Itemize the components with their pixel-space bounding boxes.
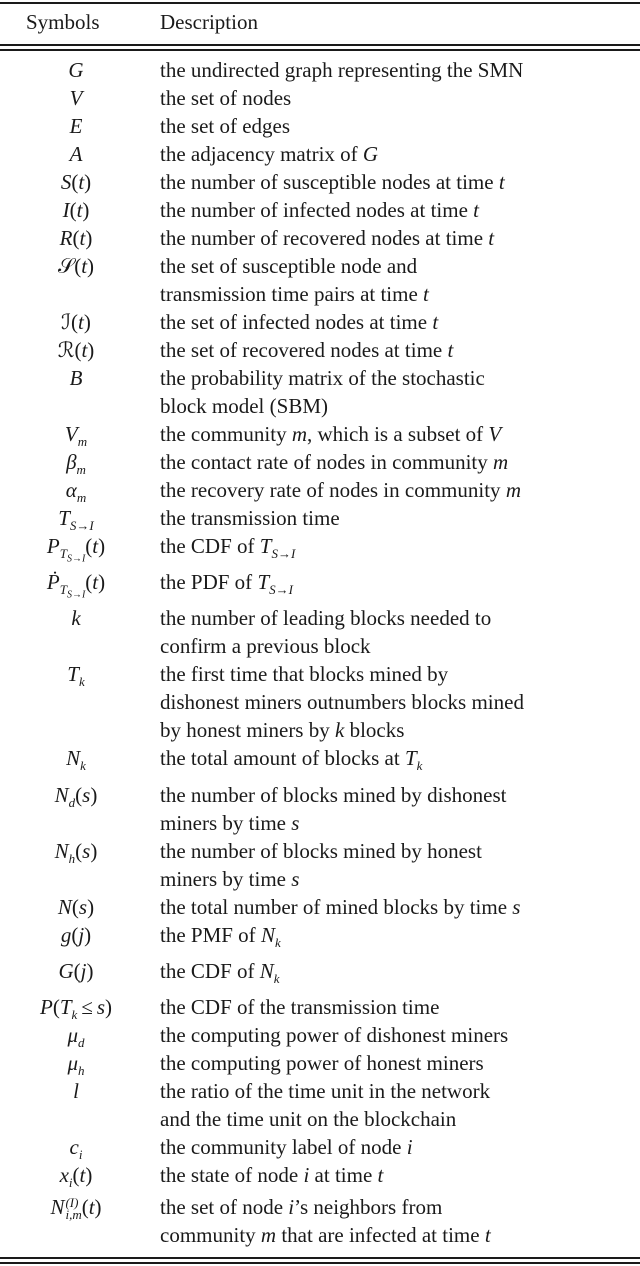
desc-math: t (488, 226, 495, 250)
symbol-cell (0, 781, 152, 817)
description-cell: the CDF of the transmission time (160, 994, 440, 1019)
desc-text: at time (309, 1162, 378, 1187)
desc-text: miners by time (160, 866, 292, 891)
desc-math: T (259, 534, 272, 558)
table-row (0, 420, 640, 448)
desc-text: that are infected at time (276, 1222, 485, 1247)
description-cell (160, 1133, 630, 1161)
symbol-cell (0, 921, 152, 949)
description-cell (160, 336, 630, 364)
description-cell (160, 140, 630, 168)
table-row (0, 837, 640, 893)
paren: ( (75, 838, 83, 863)
desc-math: i (406, 1134, 413, 1159)
symbol-text: P (39, 994, 53, 1019)
desc-math: t (432, 310, 439, 334)
desc-text: the community label of node (160, 1134, 407, 1159)
desc-math: N (260, 922, 275, 947)
desc-text: block model (SBM) (160, 394, 328, 418)
symbol-text: μ (67, 1022, 79, 1047)
symbol-text: T (58, 506, 70, 530)
paren: ( (72, 226, 80, 250)
description-cell (160, 921, 630, 957)
symbol-cell (0, 660, 152, 696)
symbol-arg: t (76, 198, 83, 222)
symbol-cell (0, 604, 152, 632)
desc-math: t (473, 198, 479, 222)
symbol-text: S (60, 170, 72, 194)
symbol-subscript: m (76, 490, 87, 506)
paren: ) (86, 958, 94, 983)
sub-sub-text: S→I (66, 553, 86, 565)
table-row (0, 56, 640, 84)
description-cell (160, 568, 630, 604)
symbol-arg: t (88, 1194, 95, 1219)
table-row (0, 957, 640, 993)
symbol-text: G (68, 58, 84, 82)
desc-math: i (288, 1194, 295, 1219)
table-row (0, 196, 640, 224)
symbol-subscript (59, 582, 86, 601)
paren: ) (87, 894, 95, 919)
paren: ( (71, 894, 79, 919)
symbol-arg: t (79, 1162, 86, 1187)
desc-text: the set of node (160, 1194, 289, 1219)
symbol-subscript: h (68, 850, 76, 866)
desc-text: ’s neighbors from (294, 1194, 443, 1219)
description-cell (160, 604, 630, 660)
symbol-arg: t (78, 170, 85, 194)
desc-text: the number of recovered nodes at time (160, 226, 489, 250)
desc-math: t (498, 170, 505, 194)
symbol-text: ℐ (61, 310, 72, 334)
description-cell (160, 476, 630, 504)
desc-text: the CDF of (160, 534, 260, 558)
desc-math: m (493, 450, 509, 474)
symbol-text: G (58, 958, 74, 983)
paren: ) (82, 198, 90, 222)
description-cell: the undirected graph representing the SMN (160, 58, 524, 82)
desc-text: community (160, 1222, 261, 1247)
symbol-subscript: m (76, 462, 86, 478)
desc-text: transmission time pairs at time (160, 282, 424, 306)
symbol-cell (0, 744, 152, 780)
table-row (0, 1021, 640, 1049)
paren: ( (71, 922, 79, 947)
desc-text: the number of infected nodes at time (160, 198, 474, 222)
description-cell (160, 364, 630, 420)
table-row (0, 993, 640, 1021)
table-row (0, 224, 640, 252)
description-cell (160, 252, 630, 308)
desc-math: t (423, 282, 429, 306)
description-cell (160, 957, 630, 993)
desc-text: the number of leading blocks needed to (160, 606, 492, 631)
paren: ( (52, 994, 60, 1019)
desc-text: the set of infected nodes at time (160, 310, 433, 334)
symbols-table-body (0, 56, 640, 1249)
table-row (0, 1161, 640, 1189)
symbol-arg: s (82, 782, 91, 807)
table-row (0, 1049, 640, 1077)
paren: ) (85, 1162, 93, 1187)
description-cell (160, 893, 630, 921)
paren: ) (85, 226, 93, 250)
desc-text: the state of node (160, 1162, 304, 1187)
sub-text: T (59, 546, 67, 562)
desc-math-sub: S→I (271, 546, 296, 562)
desc-math-sub: S→I (269, 582, 293, 598)
desc-text: the CDF of (160, 958, 260, 983)
desc-text: the adjacency matrix of (160, 142, 363, 166)
paren: ( (74, 338, 82, 362)
symbol-text: l (73, 1078, 79, 1103)
description-cell: the transmission time (160, 506, 340, 530)
paren: ) (98, 570, 106, 595)
paren: ( (69, 198, 77, 222)
symbol-text: T (67, 662, 79, 687)
symbol-text: B (69, 366, 83, 390)
symbol-text: N (57, 894, 72, 919)
description-cell: the set of edges (160, 114, 291, 138)
symbol-cell (0, 140, 152, 168)
symbol-arg: t (81, 338, 88, 362)
paren: ( (72, 1162, 80, 1187)
desc-text: the first time that blocks mined by (160, 662, 449, 687)
paren: ) (87, 338, 95, 362)
symbol-text: A (69, 142, 83, 166)
table-row (0, 532, 640, 568)
table-row (0, 84, 640, 112)
symbol-subscript: i (68, 1175, 73, 1191)
symbol-cell (0, 837, 152, 873)
desc-text: blocks (344, 718, 405, 743)
symbol-text: 𝒮 (57, 254, 75, 278)
symbol-cell (0, 196, 152, 224)
symbol-text: x (59, 1162, 69, 1187)
symbol-subscript: k (80, 758, 86, 774)
description-cell (160, 1077, 630, 1133)
sub-sub-text: S→I (66, 589, 86, 601)
description-cell (160, 837, 630, 893)
desc-math: s (512, 894, 521, 919)
desc-math-sub: k (273, 970, 280, 986)
table-row (0, 308, 640, 336)
symbol-text: k (71, 606, 81, 631)
desc-math: t (377, 1162, 384, 1187)
desc-text: the probability matrix of the stochastic (160, 366, 485, 390)
symbol-arg: t (78, 310, 84, 334)
table-row (0, 168, 640, 196)
description-cell (160, 308, 630, 336)
symbol-text: R (59, 226, 73, 250)
desc-text: the PDF of (160, 570, 258, 595)
symbol-arg: s (78, 894, 88, 919)
desc-text: miners by time (160, 810, 292, 835)
description-cell (160, 168, 630, 196)
bottom-rule-upper (0, 1257, 640, 1259)
desc-text: the recovery rate of nodes in community (160, 478, 506, 502)
desc-text: confirm a previous block (160, 634, 371, 659)
symbol-cell (0, 84, 152, 112)
desc-text: by honest miners by (160, 718, 335, 743)
desc-text: the ratio of the time unit in the network (160, 1078, 491, 1103)
desc-text: dishonest miners outnumbers blocks mined (160, 690, 524, 715)
description-cell (160, 420, 630, 448)
symbol-text: c (69, 1134, 79, 1159)
column-header-description: Description (160, 10, 258, 34)
symbol-arg: t (92, 534, 99, 558)
table-row (0, 921, 640, 957)
symbol-subscript: i,m (65, 1207, 82, 1223)
desc-math: m (260, 1222, 277, 1247)
desc-text: the total amount of blocks at (160, 746, 405, 771)
symbol-text: P (46, 534, 60, 558)
symbol-text: Ṗ (46, 570, 60, 595)
symbol-text: V (69, 86, 83, 110)
symbol-arg: t (79, 226, 86, 250)
paren: ( (85, 570, 93, 595)
symbol-cell (0, 1193, 152, 1221)
desc-math: s (291, 866, 300, 891)
symbol-cell (0, 364, 152, 392)
symbol-subscript: k (78, 674, 85, 690)
header-rule-lower (0, 49, 640, 51)
symbol-arg: t (92, 570, 99, 595)
table-row (0, 448, 640, 476)
sub-text: T (59, 582, 67, 598)
table-row (0, 660, 640, 744)
desc-text: the set of recovered nodes at time (160, 338, 448, 362)
table-row (0, 744, 640, 780)
desc-math: t (447, 338, 454, 362)
symbol-subscript (59, 546, 86, 565)
desc-text: the number of susceptible nodes at time (160, 170, 499, 194)
desc-math-sub: k (416, 758, 423, 774)
table-header (0, 6, 640, 40)
symbol-text: g (60, 922, 72, 947)
desc-text: the contact rate of nodes in community (160, 450, 493, 474)
symbol-cell (0, 893, 152, 921)
description-cell (160, 448, 630, 476)
symbol-subscript: h (78, 1063, 85, 1079)
symbol-cell (0, 168, 152, 196)
paren: ( (71, 310, 79, 334)
symbol-superscript: (I) (65, 1195, 79, 1211)
table-row (0, 781, 640, 837)
top-rule (0, 2, 640, 4)
description-cell: the set of nodes (160, 86, 292, 110)
symbol-text: V (64, 422, 78, 446)
symbol-scripts (65, 1197, 81, 1221)
desc-math: t (484, 1222, 491, 1247)
symbol-cell (0, 308, 152, 336)
paren: ( (85, 534, 93, 558)
table-row (0, 604, 640, 660)
bottom-rule-lower (0, 1262, 640, 1264)
paren: ) (90, 782, 98, 807)
desc-text: the set of susceptible node and (160, 254, 418, 278)
symbol-arg: s (82, 838, 91, 863)
desc-math: s (291, 810, 300, 835)
paren: ( (73, 958, 81, 983)
paren: ) (105, 994, 112, 1019)
desc-math-sub: k (274, 934, 281, 950)
table-row (0, 140, 640, 168)
desc-math: i (303, 1162, 310, 1187)
symbol-arg: T (59, 994, 72, 1019)
symbol-cell (0, 1077, 152, 1105)
paren: ) (87, 254, 95, 278)
description-cell (160, 1161, 630, 1189)
paren: ) (90, 838, 98, 863)
desc-math: T (257, 570, 270, 595)
paren: ( (71, 170, 79, 194)
symbol-arg: j (78, 922, 85, 947)
symbol-arg: t (81, 254, 88, 278)
symbol-cell (0, 957, 152, 985)
symbol-arg: j (80, 958, 87, 983)
desc-math: m (291, 422, 307, 446)
paren: ( (74, 254, 82, 278)
description-cell: the computing power of honest miners (160, 1050, 484, 1075)
table-row (0, 476, 640, 504)
paren: ) (94, 1194, 102, 1219)
symbol-subscript: d (78, 1035, 85, 1051)
symbol-subscript: d (68, 794, 76, 810)
paren: ) (84, 170, 92, 194)
symbol-text: α (65, 478, 77, 502)
desc-math: V (488, 422, 502, 446)
description-cell (160, 224, 630, 252)
symbol-cell (0, 224, 152, 252)
symbol-text: N (54, 838, 69, 863)
desc-text: the total number of mined blocks by time (160, 894, 513, 919)
table-row (0, 504, 640, 532)
description-cell (160, 660, 630, 744)
symbol-subscript: S→I (69, 518, 94, 534)
table-row (0, 252, 640, 308)
desc-text: and the time unit on the blockchain (160, 1106, 457, 1131)
symbol-subscript: i (78, 1147, 83, 1163)
description-cell (160, 744, 630, 780)
description-cell: the computing power of dishonest miners (160, 1022, 509, 1047)
symbol-text: I (62, 198, 70, 222)
description-cell (160, 196, 630, 224)
column-header-symbols: Symbols (26, 10, 100, 34)
desc-math: T (404, 746, 417, 771)
table-row (0, 364, 640, 420)
symbol-cell (0, 56, 152, 84)
table-row (0, 336, 640, 364)
symbol-arg: s (96, 994, 105, 1019)
paren: ) (98, 534, 106, 558)
paren: ) (83, 310, 91, 334)
paren: ( (75, 782, 83, 807)
symbol-text: β (66, 450, 77, 474)
table-row (0, 893, 640, 921)
paren: ( (81, 1194, 89, 1219)
paren: ) (84, 922, 92, 947)
description-cell (160, 781, 630, 837)
desc-text: the number of blocks mined by honest (160, 838, 482, 863)
desc-text: , which is a subset of (307, 422, 489, 446)
symbol-text: μ (67, 1050, 79, 1075)
description-cell (160, 1193, 630, 1249)
table-row (0, 1077, 640, 1133)
table-row (0, 112, 640, 140)
table-row (0, 1133, 640, 1161)
symbol-cell (0, 252, 152, 280)
desc-math: m (505, 478, 521, 502)
symbol-text: N (66, 746, 81, 771)
symbol-cell (0, 112, 152, 140)
symbol-cell (0, 336, 152, 364)
desc-text: the number of blocks mined by dishonest (160, 782, 507, 807)
symbol-text: E (69, 114, 83, 138)
desc-math: N (259, 958, 274, 983)
table-row (0, 568, 640, 604)
symbol-subscript: m (77, 434, 88, 450)
description-cell (160, 532, 630, 568)
symbol-text: ℛ (57, 338, 75, 362)
header-rule-upper (0, 44, 640, 46)
desc-math: G (362, 142, 379, 166)
symbol-text: N (50, 1194, 65, 1219)
table-row (0, 1189, 640, 1249)
symbol-text: N (54, 782, 69, 807)
desc-math: k (334, 718, 345, 743)
desc-text: the PMF of (160, 922, 261, 947)
desc-text: the community (160, 422, 292, 446)
leq-sign: ≤ (81, 994, 93, 1019)
symbol-subscript: k (71, 1007, 78, 1023)
